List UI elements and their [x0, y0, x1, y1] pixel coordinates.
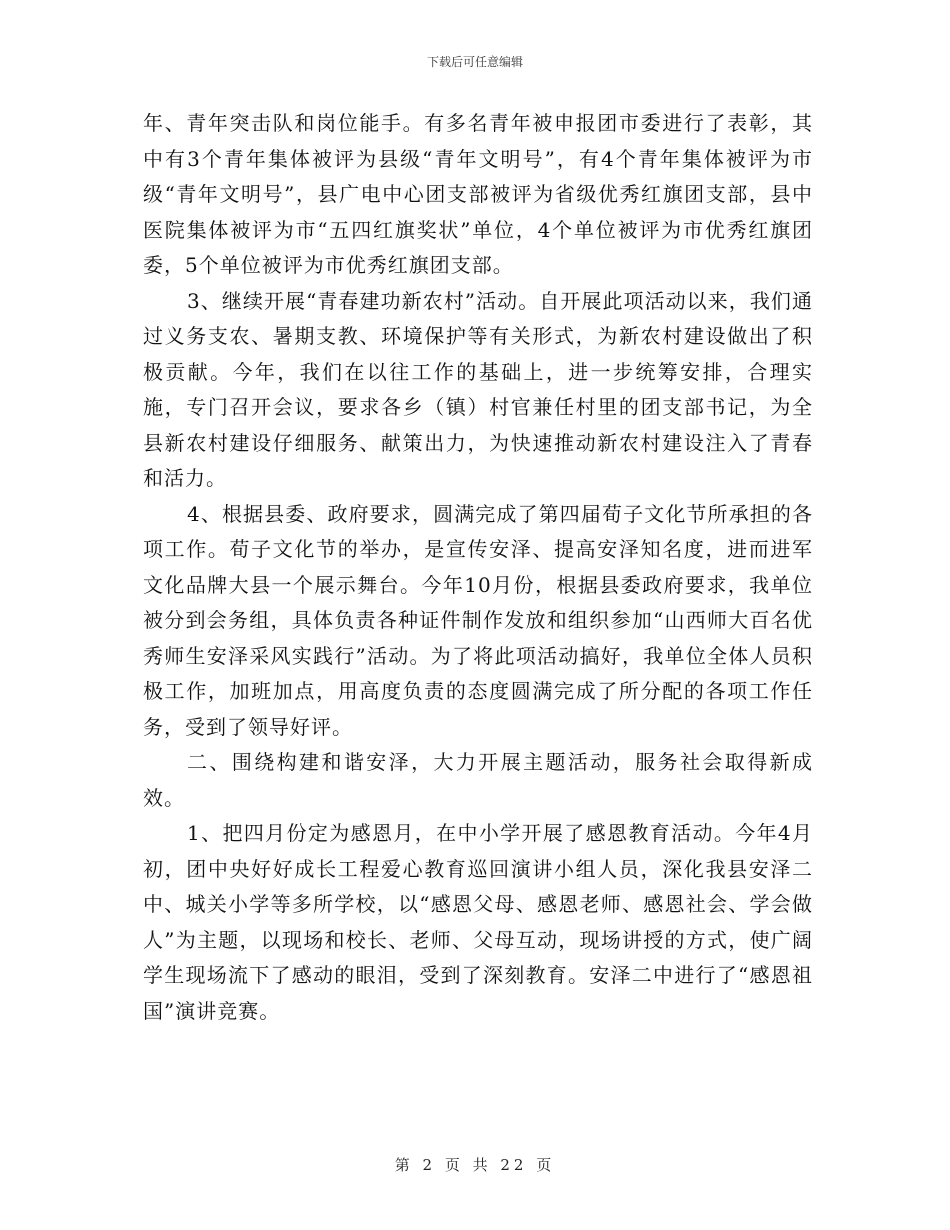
- page-footer: 第 2 页 共 22 页: [394, 1156, 556, 1174]
- paragraph-5: 1、把四月份定为感恩月，在中小学开展了感恩教育活动。今年4月初，团中央好好成长工程爱心教育巡回演讲小组人员，深化我县安泽二中、城关小学等多所学校，以“感恩父母、感恩老师、感恩社会、学会做人”为主题，以现场和校长、老师、父母互动，现场讲授的方式，使广阔学生现场流下了感动的眼泪，受到了深刻教育。安泽二中进行了“感恩祖国”演讲竞赛。: [143, 821, 813, 1023]
- paragraph-1: 年、青年突击队和岗位能手。有多名青年被申报团市委进行了表彰，其中有3个青年集体被评为县级“青年文明号”，有4个青年集体被评为市级“青年文明号”，县广电中心团支部被评为省级优秀红旗团支部，县中医院集体被评为市“五四红旗奖状”单位，4个单位被评为市优秀红旗团委，5个单位被评为市优秀红旗团支部。: [143, 111, 813, 277]
- document-body: [143, 106, 813, 1029]
- page-header: 下载后可任意编辑: [426, 55, 523, 69]
- paragraph-4: 二、围绕构建和谐安泽，大力开展主题活动，服务社会取得新成效。: [143, 750, 813, 810]
- paragraph-3: 4、根据县委、政府要求，圆满完成了第四届荀子文化节所承担的各项工作。荀子文化节的举办，是宣传安泽、提高安泽知名度，进而进军文化品牌大县一个展示舞台。今年10月份，根据县委政府要求，我单位被分到会务组，具体负责各种证件制作发放和组织参加“山西师大百名优秀师生安泽采风实践行”活动。为了将此项活动搞好，我单位全体人员积极工作，加班加点，用高度负责的态度圆满完成了所分配的各项工作任务，受到了领导好评。: [143, 501, 813, 739]
- paragraph-2: 3、继续开展“青春建功新农村”活动。自开展此项活动以来，我们通过义务支农、暑期支教、环境保护等有关形式，为新农村建设做出了积极贡献。今年，我们在以往工作的基础上，进一步统筹安排，合理实施，专门召开会议，要求各乡（镇）村官兼任村里的团支部书记，为全县新农村建设仔细服务、献策出力，为快速推动新农村建设注入了青春和活力。: [143, 288, 813, 490]
